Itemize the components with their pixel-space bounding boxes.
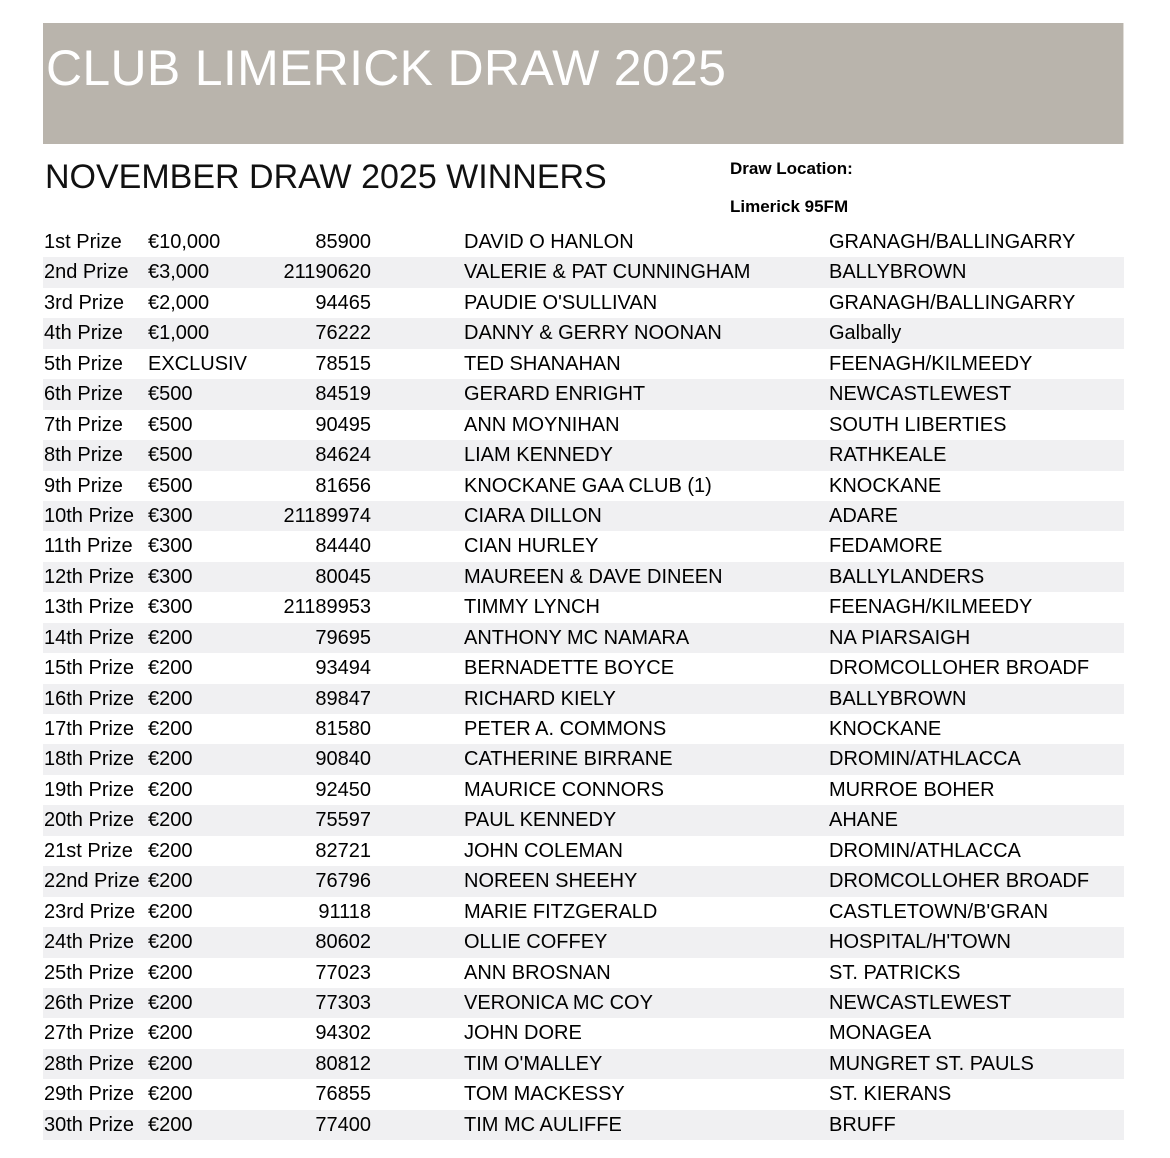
table-row: [43, 1018, 1124, 1048]
club-name: ST. KIERANS: [829, 1083, 952, 1106]
prize-label: 7th Prize: [44, 413, 123, 436]
club-name: HOSPITAL/H'TOWN: [829, 931, 1011, 954]
club-name: AHANE: [829, 809, 898, 832]
prize-label: 11th Prize: [44, 535, 133, 558]
winner-name: VERONICA MC COY: [464, 991, 653, 1014]
club-name: CASTLETOWN/B'GRAN: [829, 900, 1049, 923]
winner-name: TED SHANAHAN: [464, 352, 621, 375]
ticket-number: 80045: [315, 565, 371, 588]
prize-label: 1st Prize: [44, 231, 122, 253]
prize-label: 13th Prize: [44, 596, 135, 619]
winners-table: [43, 227, 1124, 1140]
ticket-number: 94465: [315, 291, 371, 314]
club-name: DROMCOLLOHER BROADF: [829, 870, 1090, 893]
club-name: BALLYBROWN: [829, 687, 967, 710]
winner-name: TIMMY LYNCH: [464, 596, 600, 619]
prize-label: 25th Prize: [44, 961, 135, 984]
prize-amount: €200: [148, 931, 193, 954]
club-name: BALLYLANDERS: [829, 565, 985, 588]
table-row: [43, 927, 1124, 957]
table-row: [43, 227, 1124, 257]
prize-label: 16th Prize: [44, 687, 135, 710]
ticket-number: 80812: [315, 1052, 371, 1075]
table-row: [43, 349, 1124, 379]
prize-label: 17th Prize: [44, 718, 135, 740]
winner-name: TIM MC AULIFFE: [464, 1113, 622, 1136]
ticket-number: 84440: [315, 535, 371, 558]
prize-label: 18th Prize: [44, 748, 135, 771]
prize-amount: €500: [148, 413, 193, 436]
winner-name: CIARA DILLON: [464, 504, 602, 527]
table-row: [43, 288, 1124, 318]
prize-amount: €200: [148, 687, 193, 710]
prize-label: 14th Prize: [44, 626, 135, 649]
prize-label: 24th Prize: [44, 931, 135, 954]
prize-amount: €200: [148, 657, 193, 680]
ticket-number: 90840: [315, 748, 371, 771]
table-row: [43, 531, 1124, 561]
prize-label: 3rd Prize: [44, 291, 125, 314]
table-row: [43, 410, 1124, 440]
winner-name: VALERIE & PAT CUNNINGHAM: [464, 261, 751, 284]
club-name: NEWCASTLEWEST: [829, 383, 1012, 406]
draw-location-value: Limerick 95FM: [730, 197, 849, 216]
ticket-number: 93494: [315, 657, 371, 680]
table-row: [43, 318, 1124, 348]
winner-name: DANNY & GERRY NOONAN: [464, 322, 722, 345]
ticket-number: 76855: [315, 1083, 371, 1106]
prize-label: 12th Prize: [44, 565, 135, 588]
table-row: [43, 257, 1124, 287]
club-name: BALLYBROWN: [829, 261, 967, 284]
table-row: [43, 592, 1124, 622]
ticket-number: 76796: [315, 870, 371, 893]
prize-amount: €200: [148, 809, 193, 832]
ticket-number: 81580: [315, 718, 371, 740]
club-name: GRANAGH/BALLINGARRY: [829, 291, 1076, 314]
prize-label: 10th Prize: [44, 504, 135, 527]
prize-amount: €500: [148, 474, 193, 497]
table-row: [43, 958, 1124, 988]
prize-amount: €500: [148, 444, 193, 467]
ticket-number: 21189974: [283, 504, 371, 527]
winner-name: PAUDIE O'SULLIVAN: [464, 291, 658, 314]
club-name: DROMIN/ATHLACCA: [829, 748, 1021, 771]
prize-label: 2nd Prize: [44, 261, 129, 284]
table-row: [43, 714, 1124, 744]
ticket-number: 91118: [318, 900, 371, 923]
winner-name: MARIE FITZGERALD: [464, 900, 658, 923]
winner-name: LIAM KENNEDY: [464, 444, 613, 467]
winner-name: TOM MACKESSY: [464, 1083, 625, 1106]
club-name: MURROE BOHER: [829, 778, 995, 801]
winner-name: ANN BROSNAN: [464, 961, 611, 984]
table-row: [43, 866, 1124, 896]
ticket-number: 75597: [315, 809, 371, 832]
prize-label: 6th Prize: [44, 383, 123, 406]
prize-amount: €500: [148, 383, 193, 406]
table-row: [43, 988, 1124, 1018]
winner-name: RICHARD KIELY: [464, 687, 616, 710]
winner-name: ANTHONY MC NAMARA: [464, 626, 690, 649]
prize-amount: €200: [148, 1022, 193, 1045]
prize-amount: €3,000: [148, 261, 210, 284]
prize-label: 8th Prize: [44, 444, 123, 467]
prize-amount: €200: [148, 626, 193, 649]
prize-label: 23rd Prize: [44, 900, 136, 923]
prize-amount: €200: [148, 900, 193, 923]
prize-label: 15th Prize: [44, 657, 135, 680]
ticket-number: 21189953: [283, 596, 371, 619]
ticket-number: 82721: [315, 839, 371, 862]
winner-name: MAURICE CONNORS: [464, 778, 665, 801]
table-row: [43, 440, 1124, 470]
ticket-number: 89847: [315, 687, 371, 710]
winner-name: BERNADETTE BOYCE: [464, 657, 675, 680]
club-name: FEENAGH/KILMEEDY: [829, 352, 1033, 375]
prize-label: 29th Prize: [44, 1083, 135, 1106]
prize-amount: €300: [148, 504, 193, 527]
ticket-number: 21190620: [283, 261, 371, 284]
club-name: NEWCASTLEWEST: [829, 991, 1012, 1014]
winner-name: PETER A. COMMONS: [464, 718, 667, 740]
winner-name: DAVID O HANLON: [464, 231, 634, 253]
ticket-number: 84624: [315, 444, 371, 467]
table-row: [43, 1079, 1124, 1109]
prize-amount: €2,000: [148, 291, 210, 314]
table-row: [43, 1049, 1124, 1079]
prize-label: 4th Prize: [44, 322, 123, 345]
prize-label: 9th Prize: [44, 474, 123, 497]
prize-amount: €300: [148, 535, 193, 558]
table-row: [43, 623, 1124, 653]
table-row: [43, 653, 1124, 683]
ticket-number: 80602: [315, 931, 371, 954]
winner-name: GERARD ENRIGHT: [464, 383, 646, 406]
table-row: [43, 501, 1124, 531]
club-name: ST. PATRICKS: [829, 961, 961, 984]
prize-label: 28th Prize: [44, 1052, 135, 1075]
club-name: RATHKEALE: [829, 444, 947, 467]
prize-label: 19th Prize: [44, 778, 135, 801]
winner-name: MAUREEN & DAVE DINEEN: [464, 565, 723, 588]
ticket-number: 77400: [315, 1113, 371, 1136]
ticket-number: 81656: [315, 474, 371, 497]
club-name: GRANAGH/BALLINGARRY: [829, 231, 1076, 253]
prize-label: 30th Prize: [44, 1113, 135, 1136]
club-name: DROMIN/ATHLACCA: [829, 839, 1021, 862]
ticket-number: 77303: [315, 991, 371, 1014]
prize-amount: EXCLUSIV: [148, 352, 247, 375]
prize-amount: €200: [148, 718, 193, 740]
table-row: [43, 1110, 1124, 1140]
ticket-number: 84519: [315, 383, 371, 406]
winner-name: JOHN COLEMAN: [464, 839, 623, 862]
winner-name: ANN MOYNIHAN: [464, 413, 620, 436]
ticket-number: 94302: [315, 1022, 371, 1045]
winner-name: JOHN DORE: [464, 1022, 582, 1045]
title-banner: [43, 23, 1124, 144]
winner-name: PAUL KENNEDY: [464, 809, 617, 832]
winner-name: OLLIE COFFEY: [464, 931, 608, 954]
prize-amount: €200: [148, 778, 193, 801]
winner-name: CATHERINE BIRRANE: [464, 748, 673, 771]
club-name: DROMCOLLOHER BROADF: [829, 657, 1090, 680]
table-row: [43, 775, 1124, 805]
club-name: KNOCKANE: [829, 474, 942, 497]
table-row: [43, 379, 1124, 409]
draw-subtitle: NOVEMBER DRAW 2025 WINNERS: [45, 158, 607, 196]
prize-label: 26th Prize: [44, 991, 135, 1014]
table-row: [43, 744, 1124, 774]
table-row: [43, 897, 1124, 927]
prize-amount: €1,000: [148, 322, 210, 345]
page-title: CLUB LIMERICK DRAW 2025: [46, 40, 727, 96]
table-row: [43, 471, 1124, 501]
prize-amount: €200: [148, 1052, 193, 1075]
club-name: MUNGRET ST. PAULS: [829, 1052, 1034, 1075]
winner-name: TIM O'MALLEY: [464, 1052, 603, 1075]
winner-name: KNOCKANE GAA CLUB (1): [464, 474, 712, 497]
table-row: [43, 805, 1124, 835]
club-name: MONAGEA: [829, 1022, 932, 1045]
prize-amount: €200: [148, 748, 193, 771]
club-name: FEDAMORE: [829, 535, 943, 558]
ticket-number: 90495: [315, 413, 371, 436]
prize-amount: €200: [148, 961, 193, 984]
prize-amount: €200: [148, 870, 193, 893]
winner-name: NOREEN SHEEHY: [464, 870, 638, 893]
prize-amount: €300: [148, 596, 193, 619]
winner-name: CIAN HURLEY: [464, 535, 599, 558]
prize-amount: €200: [148, 991, 193, 1014]
prize-label: 21st Prize: [44, 839, 133, 862]
prize-label: 20th Prize: [44, 809, 135, 832]
club-name: Galbally: [829, 322, 902, 345]
club-name: KNOCKANE: [829, 718, 942, 740]
club-name: NA PIARSAIGH: [829, 626, 971, 649]
prize-amount: €200: [148, 1113, 193, 1136]
draw-location-label: Draw Location:: [730, 159, 853, 178]
prize-amount: €200: [148, 1083, 193, 1106]
ticket-number: 78515: [315, 352, 371, 375]
table-row: [43, 684, 1124, 714]
ticket-number: 92450: [315, 778, 371, 801]
ticket-number: 79695: [315, 626, 371, 649]
ticket-number: 77023: [315, 961, 371, 984]
club-name: ADARE: [829, 504, 898, 527]
prize-amount: €300: [148, 565, 193, 588]
prize-label: 22nd Prize: [44, 870, 140, 893]
table-row: [43, 836, 1124, 866]
table-row: [43, 562, 1124, 592]
club-name: FEENAGH/KILMEEDY: [829, 596, 1033, 619]
prize-label: 5th Prize: [44, 352, 123, 375]
ticket-number: 76222: [315, 322, 371, 345]
ticket-number: 85900: [315, 231, 371, 253]
club-name: BRUFF: [829, 1113, 896, 1136]
club-name: SOUTH LIBERTIES: [829, 413, 1007, 436]
prize-label: 27th Prize: [44, 1022, 135, 1045]
prize-amount: €200: [148, 839, 193, 862]
prize-amount: €10,000: [148, 231, 221, 253]
